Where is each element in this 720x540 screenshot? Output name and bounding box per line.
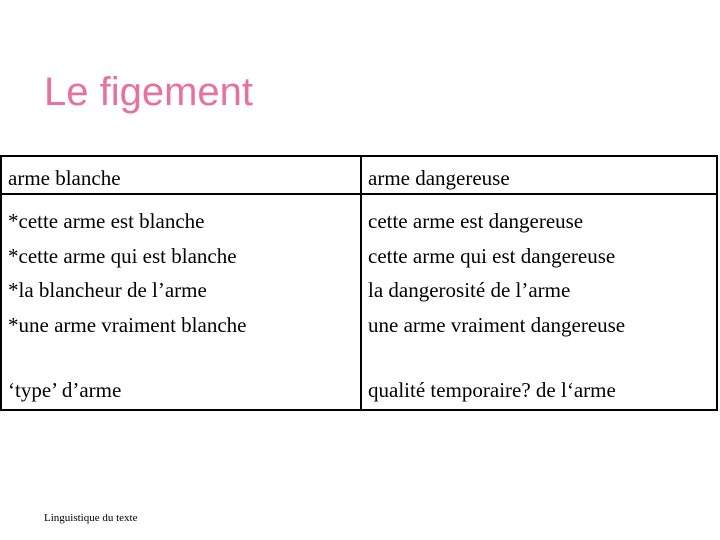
left-example-line: *une arme vraiment blanche [8, 312, 247, 337]
right-example-line: cette arme est dangereuse [368, 209, 584, 233]
header-arme-dangereuse: arme dangereuse [368, 166, 510, 190]
right-examples-cell [368, 204, 625, 342]
comparison-table [0, 155, 718, 411]
footer-text: Linguistique du texte [44, 512, 138, 524]
right-example-line: une arme vraiment dangereuse [368, 312, 626, 337]
slide-title: Le figement [44, 70, 254, 114]
right-example-line: cette arme qui est dangereuse [368, 243, 616, 268]
left-examples-cell [8, 204, 246, 342]
left-example-line: *la blancheur de l’arme [8, 278, 207, 302]
left-example-line: *cette arme est blanche [8, 209, 205, 233]
left-type-cell: ‘type’ d’arme [8, 378, 122, 402]
right-type-cell: qualité temporaire? de l‘arme [368, 378, 616, 402]
left-example-line: *cette arme qui est blanche [8, 243, 237, 268]
right-example-line: la dangerosité de l’arme [368, 278, 571, 302]
header-arme-blanche: arme blanche [8, 166, 121, 190]
